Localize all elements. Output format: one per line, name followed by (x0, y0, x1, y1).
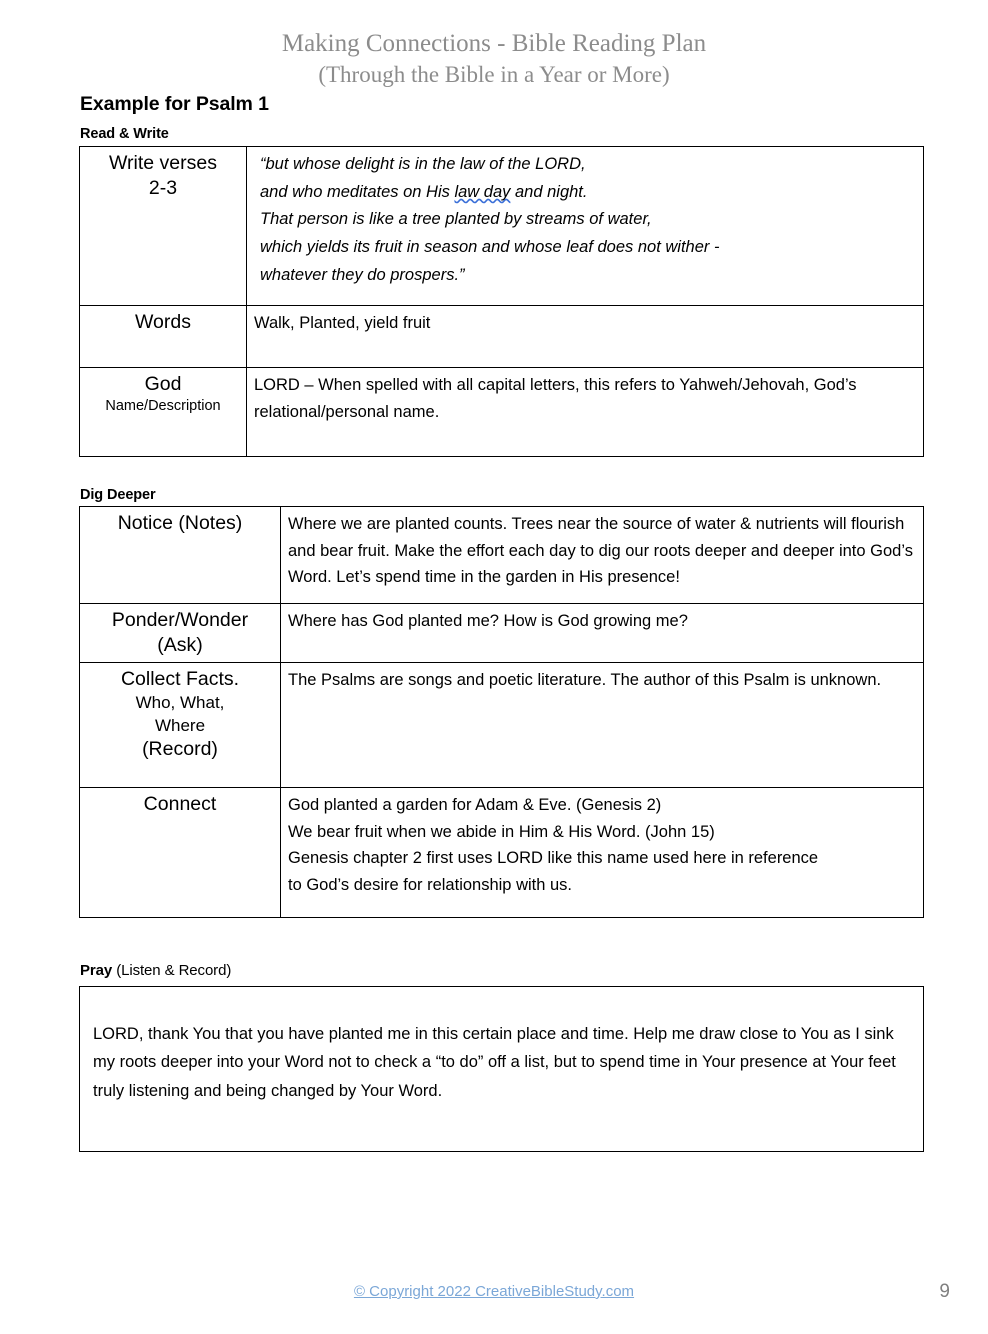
row-label-secondary: 2-3 (148, 177, 178, 200)
connect-line-1: God planted a garden for Adam & Eve. (Genesis 2) (288, 796, 662, 814)
row-label-god (80, 368, 247, 457)
table-dig-deeper (79, 506, 924, 918)
row-label-primary: Collect Facts. (120, 668, 240, 690)
verse-line-3: That person is like a tree planted by streams of water, (260, 210, 652, 229)
verse-line-4: which yields its fruit in season and whose leaf does not wither - (260, 238, 720, 257)
page-title: Example for Psalm 1 (80, 93, 269, 115)
section-label-dig-deeper: Dig Deeper (80, 487, 156, 503)
row-label-mid-1: Who, What, (135, 693, 225, 713)
table-row (80, 788, 924, 918)
row-label-collect-facts (80, 663, 281, 788)
row-content-connect (281, 788, 924, 918)
connect-line-4: to God’s desire for relationship with us. (288, 876, 573, 895)
row-label-write-verses (80, 147, 247, 306)
verse-line-5: whatever they do prospers.” (260, 265, 465, 284)
row-label-primary: Connect (143, 793, 217, 815)
table-row (80, 604, 924, 663)
row-label-secondary: (Record) (142, 738, 218, 761)
pray-label-strong: Pray (80, 962, 113, 979)
connect-line-3: Genesis chapter 2 first uses LORD like this name used here in reference (288, 849, 819, 868)
row-content-collect-facts: The Psalms are songs and poetic literature. The author of this Psalm is unknown. (281, 663, 924, 788)
row-label-mid-2: Where (154, 715, 206, 735)
spellcheck-underline: law day (454, 182, 511, 201)
row-content-words: Walk, Planted, yield fruit (247, 306, 924, 368)
row-label-words (80, 306, 247, 368)
document-title: Making Connections - Bible Reading Plan (281, 30, 707, 57)
row-content-god: LORD – When spelled with all capital letters, this refers to Yahweh/Jehovah, God’s relational/personal name. (247, 368, 924, 457)
copyright-link[interactable]: © Copyright 2022 CreativeBibleStudy.com (353, 1283, 635, 1300)
row-label-connect (80, 788, 281, 918)
row-label-primary: God (144, 373, 182, 395)
table-row (80, 147, 924, 306)
row-label-secondary: (Ask) (157, 634, 203, 657)
table-row (80, 306, 924, 368)
document-subtitle: (Through the Bible in a Year or More) (318, 62, 670, 87)
row-label-primary: Words (135, 311, 191, 333)
row-content-write-verses (247, 147, 924, 306)
row-label-ponder-wonder (80, 604, 281, 663)
section-label-pray (80, 962, 231, 979)
document-header (0, 27, 988, 90)
row-label-sub: Name/Description (105, 398, 221, 415)
table-read-write (79, 146, 924, 457)
connect-line-2: We bear fruit when we abide in Him & His Word. (John 15) (288, 822, 715, 841)
table-row (80, 663, 924, 788)
pray-label-rest: (Listen & Record) (112, 962, 232, 979)
row-content-notice: Where we are planted counts. Trees near the source of water & nutrients will flourish and bear fruit. Make the effort each day to dig our roots deeper and deeper into God’s Word. Let’s spend time in the garden in His presence! (281, 507, 924, 604)
verse-line-2: and who meditates on His law day and night. (260, 182, 588, 201)
table-row (80, 507, 924, 604)
row-label-primary: Ponder/Wonder (111, 609, 249, 631)
section-label-read-write: Read & Write (80, 126, 169, 142)
row-label-primary: Write verses (109, 152, 217, 174)
pray-text: LORD, thank You that you have planted me in this certain place and time. Help me draw close to You as I sink my roots deeper into your Word not to check a “to do” off a list, but to spend time in Your presence at Your feet truly listening and being changed by Your Word. (93, 1025, 896, 1100)
page-number: 9 (939, 1281, 950, 1302)
table-row (80, 368, 924, 457)
pray-response-box[interactable] (79, 986, 924, 1152)
row-content-ponder-wonder: Where has God planted me? How is God growing me? (281, 604, 924, 663)
row-label-primary: Notice (Notes) (117, 512, 243, 534)
row-label-notice (80, 507, 281, 604)
copyright-link-wrapper (0, 1283, 988, 1300)
verse-line-1: “but whose delight is in the law of the LORD, (260, 155, 586, 173)
